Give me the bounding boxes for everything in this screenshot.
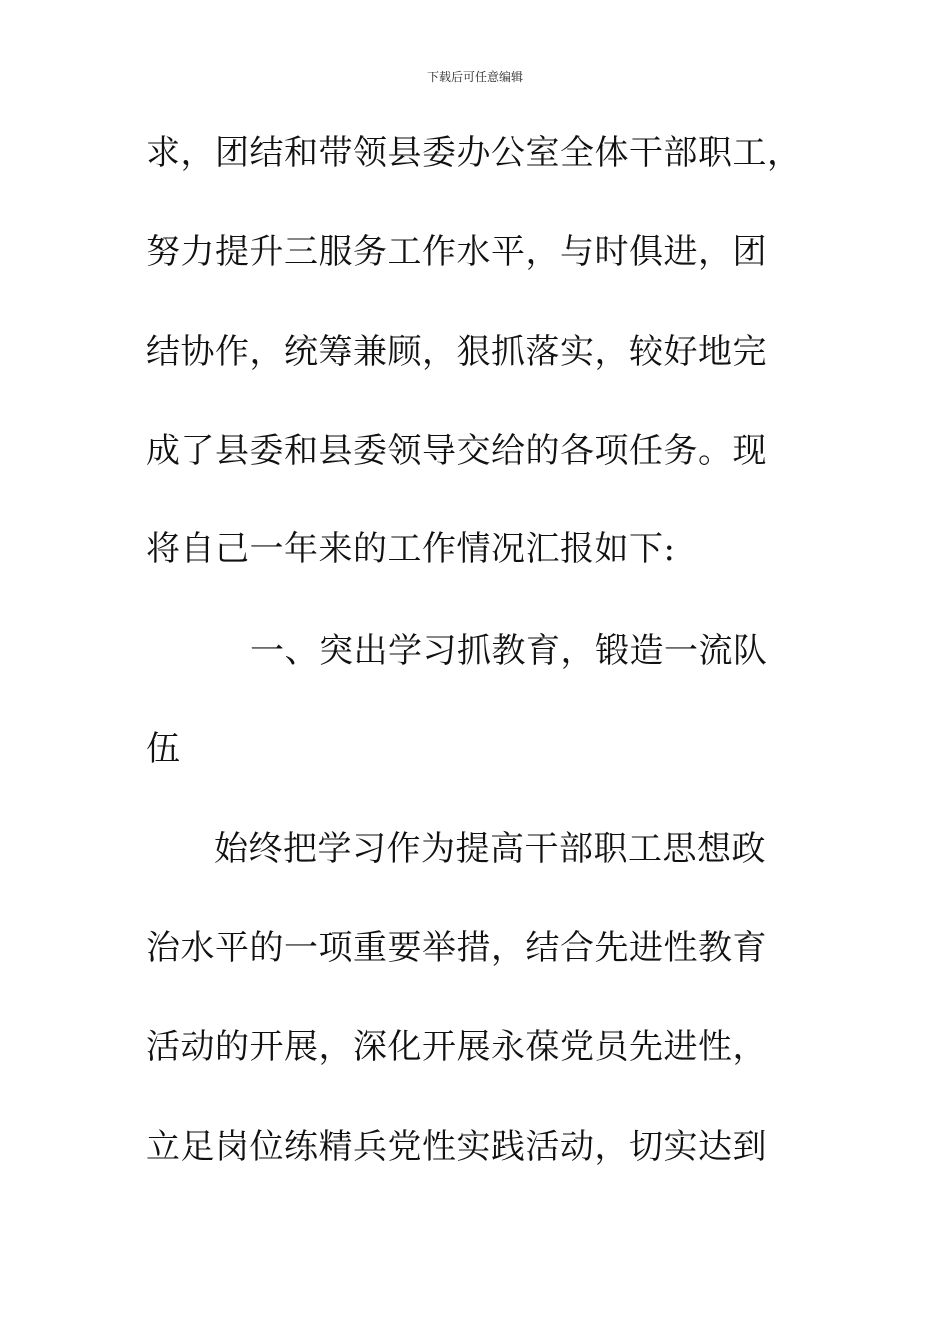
body-text-line: 活动的开展，深化开展永葆党员先进性， — [146, 1027, 767, 1067]
body-text-line: 将自己一年来的工作情况汇报如下: — [146, 529, 676, 569]
body-text-line: 治水平的一项重要举措，结合先进性教育 — [146, 928, 767, 968]
body-text-line: 成了县委和县委领导交给的各项任务。现 — [146, 431, 767, 471]
body-text-line: 求，团结和带领县委办公室全体干部职工， — [146, 133, 802, 173]
paragraph-first-line: 始终把学习作为提高干部职工思想政 — [214, 829, 766, 869]
body-text-line: 努力提升三服务工作水平，与时俱进，团 — [146, 232, 767, 272]
section-heading: 一、突出学习抓教育，锻造一流队 — [250, 631, 768, 671]
section-heading-continued: 伍 — [146, 729, 181, 769]
body-text-line: 结协作，统筹兼顾，狠抓落实，较好地完 — [146, 332, 767, 372]
page-header: 下载后可任意编辑 — [426, 70, 523, 84]
body-text-line: 立足岗位练精兵党性实践活动，切实达到 — [146, 1127, 767, 1167]
